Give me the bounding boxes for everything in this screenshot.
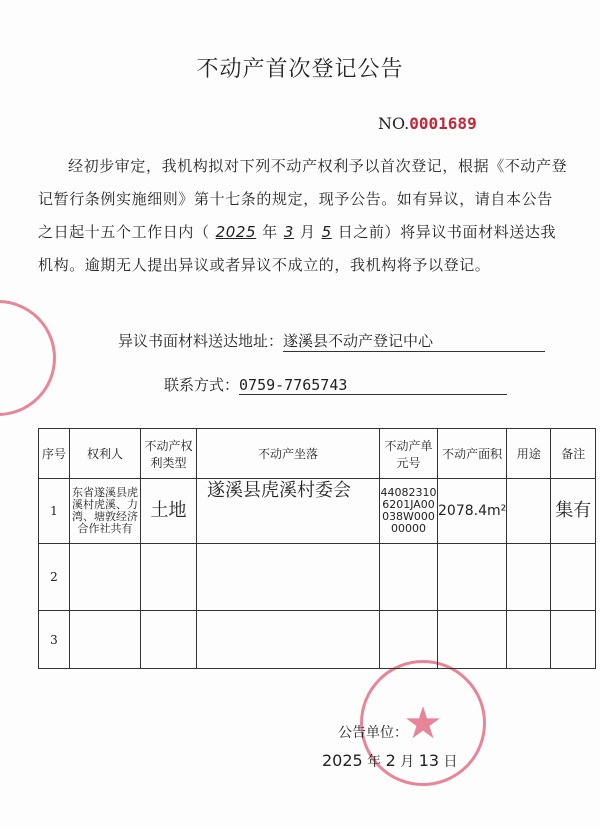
table-cell: 土地 xyxy=(141,479,197,544)
table-cell xyxy=(507,611,551,669)
table-cell: 不动产权利类型 xyxy=(141,429,197,479)
table-cell xyxy=(438,544,507,611)
table-cell: 不动产面积 xyxy=(438,429,507,479)
partial-seal xyxy=(0,300,56,416)
table-header xyxy=(39,429,596,479)
table-cell: 不动产坐落 xyxy=(197,429,380,479)
table-row xyxy=(39,611,596,669)
page-title: 不动产首次登记公告 xyxy=(196,57,404,82)
table-cell xyxy=(551,544,596,611)
announcement-body: 经初步审定，我机构拟对下列不动产权利予以首次登记，根据《不动产登记暂行条例实施细则》第十七条的规定，现予公告。如有异议，请自本公告之日起十五个工作日内（ 2025 年 3 月 5 日之前）将异议书面材料送达我机构。逾期无人提出异议或者异议不成立的，我机构将予以登记。 xyxy=(38,157,568,274)
table-cell: 用途 xyxy=(507,429,551,479)
table-cell: 权利人 xyxy=(70,429,141,479)
table-cell: 遂溪县虎溪村委会 xyxy=(197,479,380,544)
table-cell: 440823106201JA00038W00000000 xyxy=(380,479,438,544)
table-row xyxy=(39,544,596,611)
table-cell xyxy=(380,611,438,669)
table-cell: 备注 xyxy=(551,429,596,479)
table-cell: 序号 xyxy=(39,429,70,479)
table-cell: 2 xyxy=(39,544,70,611)
table-cell xyxy=(507,479,551,544)
table-cell: 2078.4m² xyxy=(438,479,507,544)
address-line: 异议书面材料送达地址：遂溪县不动产登记中心 xyxy=(118,330,545,352)
table-cell xyxy=(141,544,197,611)
table-cell: 东省遂溪县虎溪村虎溪、力湾、塘敦经济合作社共有 xyxy=(70,479,141,544)
table-cell: 不动产单元号 xyxy=(380,429,438,479)
issuer-label: 公告单位： xyxy=(338,725,408,741)
issue-date: 2025 年 2 月 13 日 xyxy=(322,751,458,770)
table-cell xyxy=(70,544,141,611)
table-cell xyxy=(551,611,596,669)
contact-line: 联系方式：0759-7765743 xyxy=(164,374,507,395)
registration-table xyxy=(38,428,596,669)
table-cell xyxy=(197,544,380,611)
table-cell xyxy=(197,611,380,669)
table-cell: 1 xyxy=(39,479,70,544)
table-cell xyxy=(141,611,197,669)
document-number: NO.0001689 xyxy=(378,114,477,133)
table-cell: 3 xyxy=(39,611,70,669)
table-cell xyxy=(380,544,438,611)
table-row xyxy=(39,479,596,544)
table-cell xyxy=(70,611,141,669)
table-cell xyxy=(438,611,507,669)
table-cell xyxy=(507,544,551,611)
official-seal: ★ xyxy=(360,660,486,786)
table-cell: 集有 xyxy=(551,479,596,544)
